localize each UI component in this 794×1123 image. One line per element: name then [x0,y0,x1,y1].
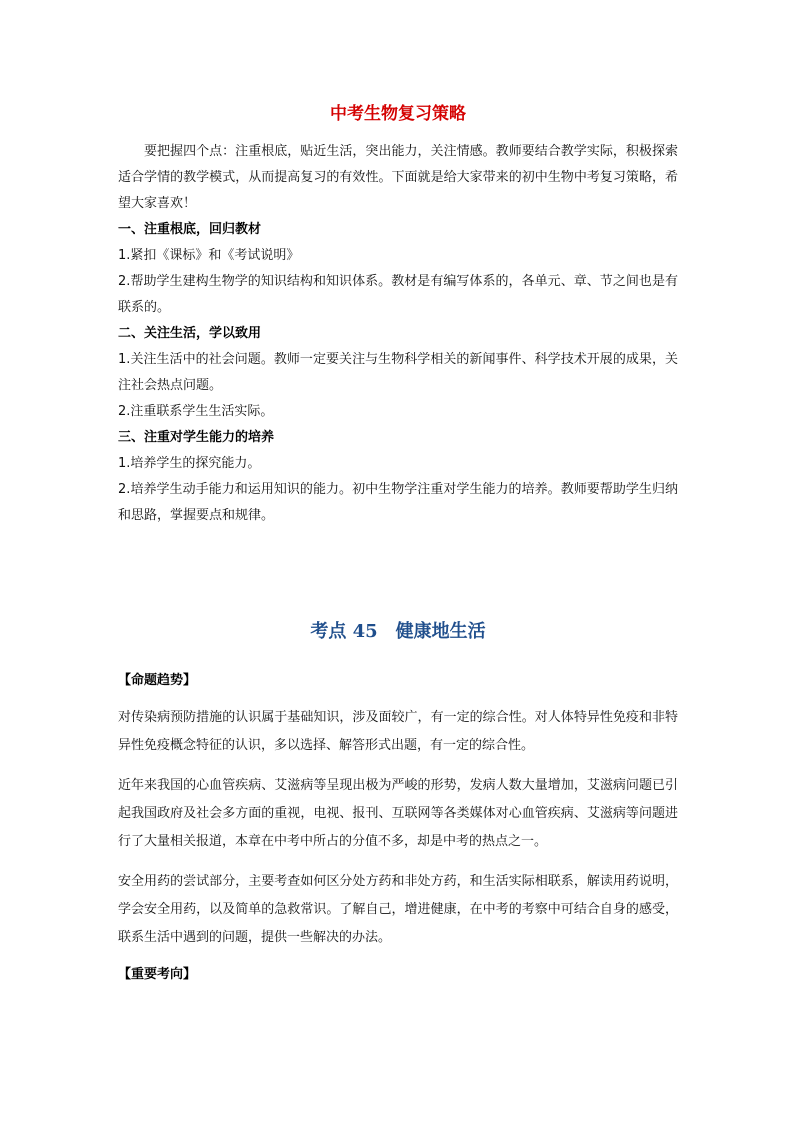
group-heading-2: 二、关注生活，学以致用 [118,326,262,341]
group-heading-3: 三、注重对学生能力的培养 [118,430,275,445]
group-heading-1: 一、注重根底，回归教材 [118,222,262,237]
group-2-item-2: 2.注重联系学生生活实际。 [118,404,274,419]
group-1-item-2: 2.帮助学生建构生物学的知识结构和知识体系。教材是有编写体系的，各单元、章、节之间也是有联系的。 [118,274,678,315]
intro-paragraph: 要把握四个点：注重根底，贴近生活，突出能力，关注情感。教师要结合教学实际，积极探索适合学情的教学模式，从而提高复习的有效性。下面就是给大家带来的初中生物中考复习策略，希望大家喜欢！ [118,144,678,211]
group-2-item-1: 1.关注生活中的社会问题。教师一定要关注与生物科学相关的新闻事件、科学技术开展的成果，关注社会热点问题。 [118,352,678,393]
trend-label: 【命题趋势】 [118,673,197,688]
key-directions-label: 【重要考向】 [118,967,197,982]
strategy-title: 中考生物复习策略 [330,104,466,124]
group-1-item-1: 1.紧扣《课标》和《考试说明》 [118,248,300,263]
topic-body [118,670,678,986]
trend-paragraph-2: 近年来我国的心血管疾病、艾滋病等呈现出极为严峻的形势，发病人数大量增加，艾滋病问题已引起我国政府及社会多方面的重视，电视、报刊、互联网等各类媒体对心血管疾病、艾滋病等问题进行了大量相关报道，本章在中考中所占的分值不多，却是中考的热点之一。 [118,778,678,849]
strategy-body [118,139,678,529]
trend-paragraph-3: 安全用药的尝试部分，主要考查如何区分处方药和非处方药，和生活实际相联系，解读用药说明，学会安全用药，以及简单的急救常识。了解自己，增进健康，在中考的考察中可结合自身的感受，联系生活中遇到的问题，提供一些解决的办法。 [118,874,678,945]
topic-title: 考点 45 健康地生活 [310,621,486,642]
group-3-item-2: 2.培养学生动手能力和运用知识的能力。初中生物学注重对学生能力的培养。教师要帮助学生归纳和思路，掌握要点和规律。 [118,482,678,523]
trend-paragraph-1: 对传染病预防措施的认识属于基础知识，涉及面较广，有一定的综合性。对人体特异性免疫和非特异性免疫概念特征的认识，多以选择、解答形式出题，有一定的综合性。 [118,710,678,753]
group-3-item-1: 1.培养学生的探究能力。 [118,456,261,471]
